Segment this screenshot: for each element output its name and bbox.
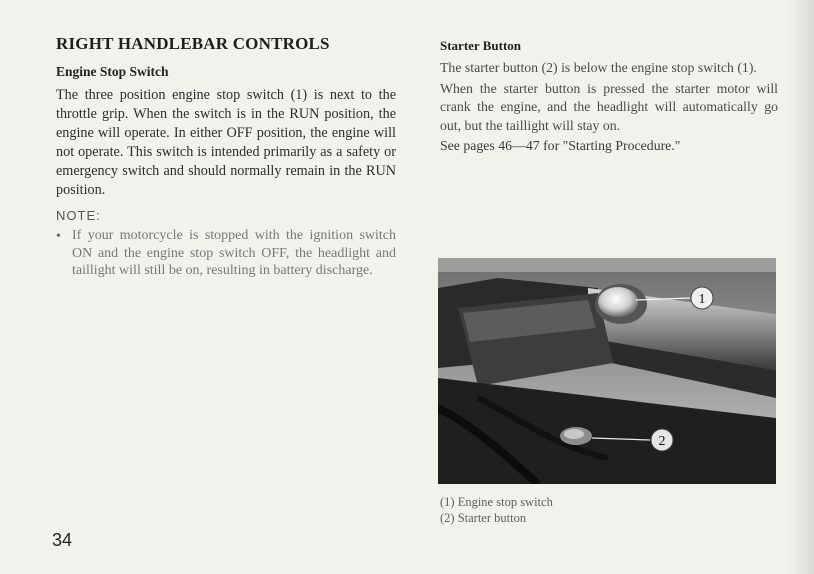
page-edge-shadow xyxy=(788,0,814,574)
starter-button-heading: Starter Button xyxy=(440,38,522,53)
photo-caption xyxy=(440,494,740,526)
note-label: NOTE: xyxy=(56,208,101,223)
caption-starter-button: (2) Starter button xyxy=(440,511,527,525)
starter-para-3: See pages 46—47 for "Starting Procedure." xyxy=(440,138,681,153)
callout-2-number: 2 xyxy=(658,434,666,449)
right-column xyxy=(440,38,778,158)
photo-top-band xyxy=(438,258,776,272)
handlebar-photo xyxy=(438,258,776,484)
callout-1-number: 1 xyxy=(698,292,706,307)
caption-engine-stop-switch: (1) Engine stop switch xyxy=(440,495,553,509)
left-column xyxy=(56,34,396,280)
page-number: 34 xyxy=(52,530,73,550)
starter-button-highlight xyxy=(564,429,584,439)
section-title: RIGHT HANDLEBAR CONTROLS xyxy=(56,34,330,53)
bullet-icon: • xyxy=(56,229,61,244)
engine-stop-switch-heading: Engine Stop Switch xyxy=(56,64,169,79)
engine-stop-switch-knob xyxy=(598,287,638,317)
engine-stop-switch-text: The three position engine stop switch (1) is next to the throttle grip. When the switch is in the RUN position, the engine will operate. In either OFF position, the engine will not operate. This switch is intended primarily as a safety or emergency switch and should normally remain in the RUN position. xyxy=(56,87,396,198)
note-item xyxy=(56,227,396,280)
note-text: If your motorcycle is stopped with the ignition switch ON and the engine stop switch OFF, the headlight and taillight will still be on, resulting in battery discharge. xyxy=(72,228,396,278)
starter-para-1: The starter button (2) is below the engine stop switch (1). xyxy=(440,60,757,75)
starter-para-2: When the starter button is pressed the starter motor will crank the engine, and the headlight will automatically go out, but the taillight will stay on. xyxy=(440,80,778,133)
